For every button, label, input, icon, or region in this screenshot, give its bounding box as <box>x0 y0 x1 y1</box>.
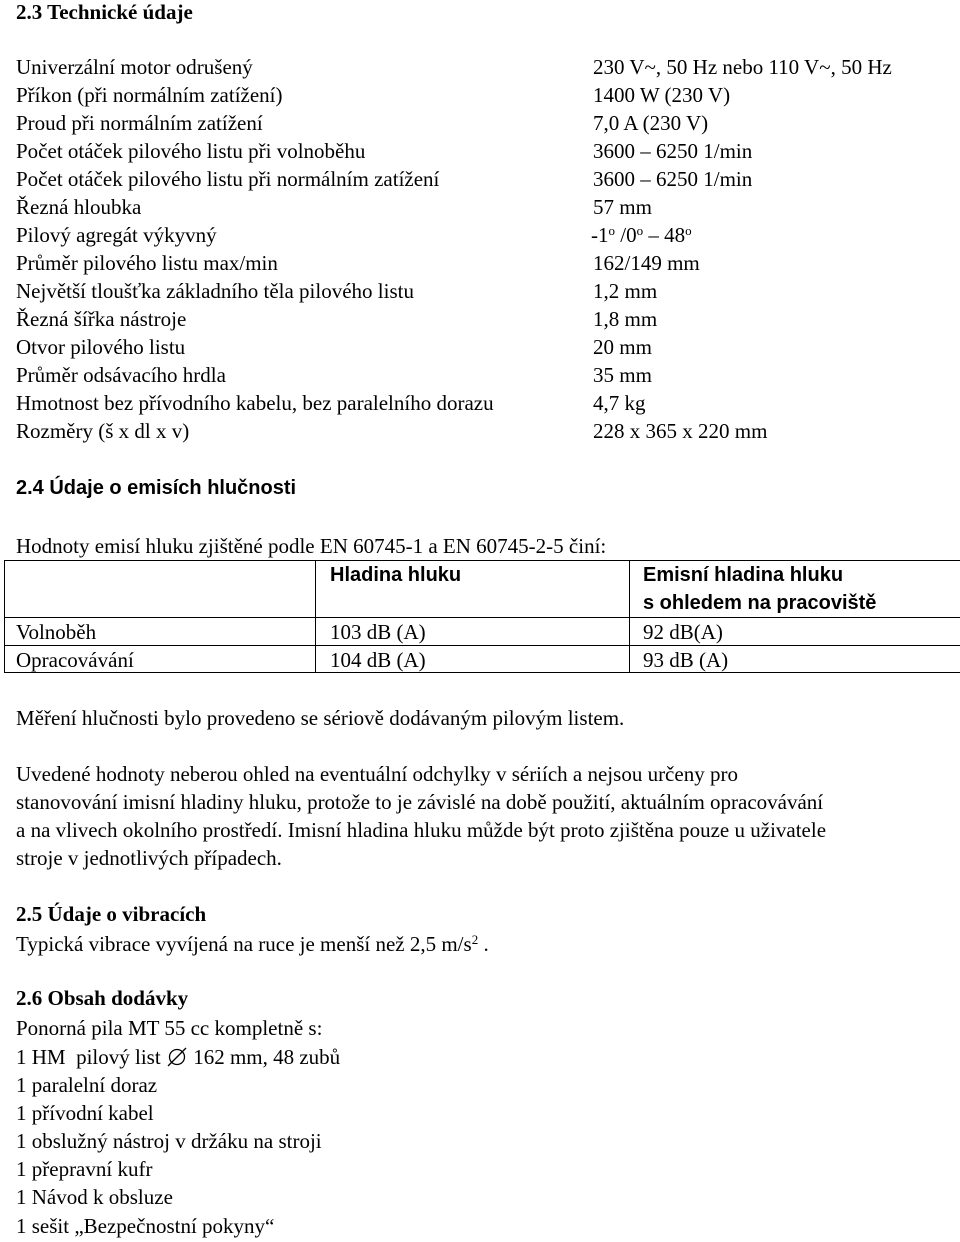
spec-value: 228 x 365 x 220 mm <box>593 419 768 443</box>
spec-value: 230 V~, 50 Hz nebo 110 V~, 50 Hz <box>593 55 892 79</box>
header-emission-line1: Emisní hladina hluku <box>643 564 844 586</box>
spec-value-angle <box>591 221 692 249</box>
spec-row <box>16 389 956 417</box>
angle-part: /0 <box>615 223 637 247</box>
section-2-6-title: 2.6 Obsah dodávky <box>16 986 189 1010</box>
spec-label: Řezná hloubka <box>16 195 142 219</box>
spec-value: 20 mm <box>593 335 652 359</box>
header-level: Hladina hluku <box>330 564 462 586</box>
spec-row <box>16 333 956 361</box>
table-divider <box>4 645 960 646</box>
header-emission-line2: s ohledem na pracoviště <box>643 592 877 614</box>
spec-label: Proud při normálním zatížení <box>16 111 263 135</box>
delivery-item: 1 paralelní doraz <box>16 1073 158 1097</box>
spec-row <box>16 109 956 137</box>
degree-sup: o <box>608 223 615 238</box>
spec-value: 35 mm <box>593 363 652 387</box>
degree-sup: o <box>685 223 692 238</box>
delivery-item: 1 přívodní kabel <box>16 1101 154 1125</box>
table-cell: 93 dB (A) <box>643 648 729 672</box>
delivery-item-text: 162 mm, 48 zubů <box>187 1045 341 1069</box>
table-cell: 92 dB(A) <box>643 620 723 644</box>
spec-label: Největší tloušťka základního těla pilového listu <box>16 279 414 303</box>
table-divider <box>315 560 316 673</box>
degree-sup: o <box>636 223 644 238</box>
delivery-item: 1 sešit „Bezpečnostní pokyny“ <box>16 1214 275 1238</box>
diameter-icon <box>166 1047 188 1067</box>
spec-label: Průměr pilového listu max/min <box>16 251 278 275</box>
spec-row <box>16 221 956 249</box>
spec-label: Otvor pilového listu <box>16 335 186 359</box>
delivery-item: 1 obslužný nástroj v držáku na stroji <box>16 1129 322 1153</box>
spec-label: Průměr odsávacího hrdla <box>16 363 226 387</box>
table-divider <box>629 560 630 673</box>
spec-value: 7,0 A (230 V) <box>593 111 709 135</box>
spec-value: 3600 – 6250 1/min <box>593 139 753 163</box>
spec-row <box>16 165 956 193</box>
table-cell: Opracovávání <box>16 648 134 672</box>
noise-para-line: stanovování imisní hladiny hluku, protože to je závislé na době použití, aktuálním opracovávání <box>16 790 824 814</box>
noise-note: Měření hlučnosti bylo provedeno se sériově dodávaným pilovým listem. <box>16 706 625 730</box>
section-2-5-title: 2.5 Údaje o vibracích <box>16 902 207 926</box>
spec-value: 1400 W (230 V) <box>593 83 731 107</box>
spec-label: Rozměry (š x dl x v) <box>16 419 190 443</box>
delivery-item <box>16 1043 340 1071</box>
spec-value: 1,8 mm <box>593 307 658 331</box>
spec-value: 4,7 kg <box>593 391 646 415</box>
vibration-end: . <box>478 932 489 956</box>
spec-value: 162/149 mm <box>593 251 700 275</box>
spec-row <box>16 417 956 445</box>
noise-para-line: a na vlivech okolního prostředí. Imisní hladina hluku můžde být proto zjištěna pouze u uživatele <box>16 818 827 842</box>
table-cell: 104 dB (A) <box>330 648 426 672</box>
spec-row <box>16 249 956 277</box>
spec-value: 57 mm <box>593 195 652 219</box>
spec-value: 3600 – 6250 1/min <box>593 167 753 191</box>
spec-row <box>16 81 956 109</box>
delivery-item: 1 přepravní kufr <box>16 1157 153 1181</box>
noise-para-line: stroje v jednotlivých případech. <box>16 846 282 870</box>
vibration-text <box>16 930 489 958</box>
spec-row <box>16 193 956 221</box>
spec-label: Počet otáček pilového listu při normálním zatížení <box>16 167 440 191</box>
section-2-3-title: 2.3 Technické údaje <box>16 0 193 24</box>
unit-exponent: 2 <box>471 932 479 947</box>
section-2-4-title: 2.4 Údaje o emisích hlučnosti <box>16 477 297 499</box>
spec-label: Řezná šířka nástroje <box>16 307 187 331</box>
spec-row <box>16 305 956 333</box>
spec-row <box>16 137 956 165</box>
noise-table <box>4 560 960 674</box>
spec-label: Počet otáček pilového listu při volnoběhu <box>16 139 366 163</box>
noise-para-line: Uvedené hodnoty neberou ohled na eventuální odchylky v sériích a nejsou určeny pro <box>16 762 738 786</box>
vibration-value: Typická vibrace vyvíjená na ruce je menší než 2,5 m/s <box>16 932 472 956</box>
spec-label: Příkon (při normálním zatížení) <box>16 83 283 107</box>
angle-part: -1 <box>591 223 609 247</box>
spec-label: Hmotnost bez přívodního kabelu, bez paralelního dorazu <box>16 391 494 415</box>
table-cell: Volnoběh <box>16 620 97 644</box>
noise-intro: Hodnoty emisí hluku zjištěné podle EN 60745-1 a EN 60745-2-5 činí: <box>16 534 607 558</box>
angle-part: – 48 <box>643 223 686 247</box>
delivery-intro: Ponorná pila MT 55 cc kompletně s: <box>16 1016 323 1040</box>
table-divider <box>4 617 960 618</box>
spec-row <box>16 277 956 305</box>
spec-value: 1,2 mm <box>593 279 658 303</box>
spec-row <box>16 361 956 389</box>
spec-label: Pilový agregát výkyvný <box>16 223 217 247</box>
delivery-item-text: 1 HM pilový list <box>16 1045 166 1069</box>
spec-label: Univerzální motor odrušený <box>16 55 253 79</box>
spec-row <box>16 53 956 81</box>
delivery-item: 1 Návod k obsluze <box>16 1185 173 1209</box>
table-cell: 103 dB (A) <box>330 620 426 644</box>
